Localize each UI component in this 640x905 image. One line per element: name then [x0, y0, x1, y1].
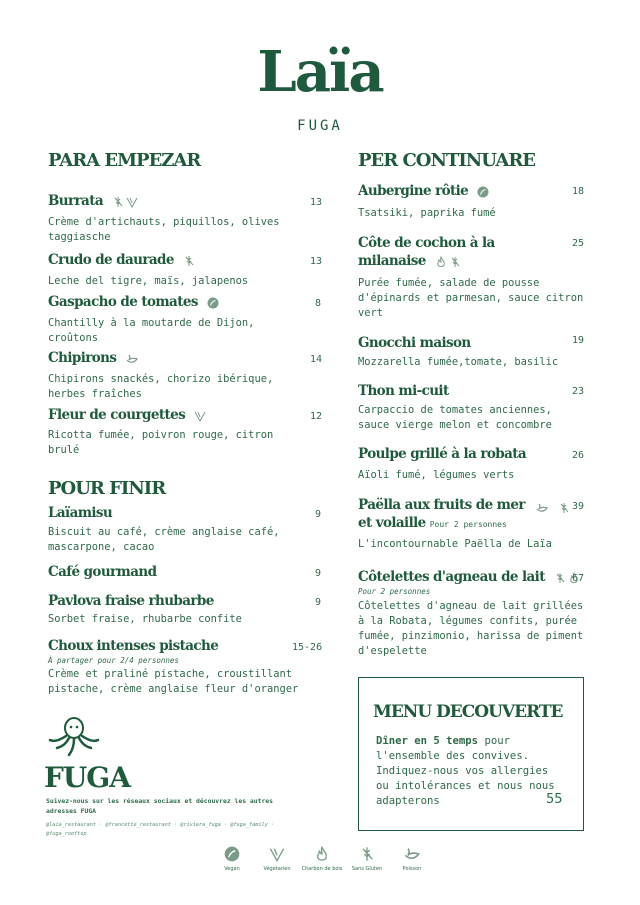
- dietary-legend: [212, 846, 432, 872]
- dish-description: Ricotta fumée, poivron rouge, citron brulé: [48, 429, 274, 456]
- legend-vegan: [212, 846, 252, 872]
- fish-icon: [126, 353, 138, 365]
- dish-price: 13: [310, 256, 323, 267]
- menu-box-price: 55: [546, 792, 563, 807]
- dish-name: Choux intenses pistache: [48, 638, 219, 654]
- dish-description: L'incontournable Paëlla de Laïa: [358, 538, 552, 550]
- dish-name: Paëlla aux fruits de mer et volaille Pour 2 personnes: [358, 497, 525, 531]
- dish-description: Mozzarella fumée,tomate, basilic: [358, 356, 559, 368]
- fish-icon: [536, 502, 548, 514]
- dish-name: Chipirons: [48, 349, 138, 367]
- dish-description: Carpaccio de tomates anciennes, sauce vierge melon et concombre: [358, 404, 552, 431]
- gluten-free-icon: [449, 256, 461, 268]
- gluten-free-icon: [554, 572, 566, 584]
- section-title-pour-finir: POUR FINIR: [48, 478, 166, 499]
- gluten-free-icon: [183, 255, 195, 267]
- menu-box-body: pour l'ensemble des convives. Indiquez-nous vos allergies ou intolérances et nous nous adapterons: [376, 735, 555, 807]
- dish-icons: [536, 499, 570, 518]
- gluten-free-icon: [112, 196, 124, 208]
- menu-box-text: [376, 734, 556, 809]
- dish-price: 13: [310, 197, 323, 208]
- dish-description: Biscuit au café, crème anglaise café, mascarpone, cacao: [48, 526, 280, 553]
- vegan-icon: [224, 846, 240, 862]
- brand-subtitle: FUGA: [297, 118, 343, 134]
- dish-description: Côtelettes d'agneau de lait grillées à la Robata, légumes confits, purée fumée, pinzimonio, harissa de piment d'espelette: [358, 600, 584, 657]
- dish-name: Côte de cochon à la milanaise: [358, 235, 495, 269]
- vegetarian-icon: [194, 410, 206, 422]
- dish-name: Aubergine rôtie: [358, 182, 489, 200]
- legend-charcoal: [302, 846, 342, 872]
- dish-price: 12: [310, 411, 323, 422]
- dish-note: Pour 2 personnes: [429, 520, 507, 529]
- dish-name: Laïamisu: [48, 505, 113, 521]
- dish-name: Café gourmand: [48, 564, 157, 580]
- dish-price: 25: [572, 238, 585, 249]
- section-title-para-empezar: PARA EMPEZAR: [48, 150, 201, 171]
- legend-label: Sans Gluten: [351, 866, 383, 872]
- vegan-icon: [477, 186, 489, 198]
- legend-label: Vegan: [224, 866, 240, 872]
- dish-name: Crudo de daurade: [48, 251, 195, 269]
- dish-price: 19: [572, 335, 585, 346]
- dish-price: 23: [572, 386, 585, 397]
- dish-name: Poulpe grillé à la robata: [358, 446, 527, 462]
- dish-description: Crème et praliné pistache, croustillant pistache, crème anglaise fleur d'oranger: [48, 668, 299, 695]
- dish-description: Leche del tigre, maïs, jalapenos: [48, 275, 249, 287]
- dish-price: 18: [572, 186, 585, 197]
- dish-description: Sorbet fraise, rhubarbe confite: [48, 613, 242, 625]
- gluten-free-icon: [558, 502, 570, 514]
- social-handles: @laia_restaurant · @francette_restaurant · @riviera_fuga · @fuga_family · @fuga_rooftop: [46, 822, 274, 837]
- dish-price: 9: [315, 568, 322, 579]
- legend-vegetarian: [257, 846, 297, 872]
- dish-name: Fleur de courgettes: [48, 406, 206, 424]
- legend-label: Végétarien: [263, 866, 291, 872]
- fish-icon: [404, 846, 420, 862]
- legend-label: Poisson: [402, 866, 422, 872]
- charcoal-fire-icon: [314, 846, 330, 862]
- dish-price: 9: [315, 597, 322, 608]
- menu-box-lead: Dîner en 5 temps: [376, 735, 479, 747]
- vegan-icon: [207, 297, 219, 309]
- menu-box-title: MENU DECOUVERTE: [373, 702, 563, 722]
- dish-note: À partager pour 2/4 personnes: [48, 656, 179, 665]
- follow-text: Suivez-nous sur les réseaux sociaux et découvrez les autres adresses FUGA: [46, 797, 274, 815]
- dish-description: Crème d'artichauts, piquillos, olives taggiasche: [48, 216, 280, 243]
- dish-name: Burrata: [48, 192, 138, 210]
- legend-gluten-free: [347, 846, 387, 872]
- fuga-brand: FUGA: [44, 761, 130, 794]
- dish-description: Chipirons snackés, chorizo ibérique, herbes fraîches: [48, 373, 274, 400]
- dish-price: 67: [572, 573, 585, 584]
- restaurant-logo: Laïa: [257, 39, 383, 105]
- dish-description: Purée fumée, salade de pousse d'épinards et parmesan, sauce citron vert: [358, 277, 584, 319]
- dish-price: 26: [572, 450, 585, 461]
- vegetarian-icon: [269, 846, 285, 862]
- octopus-logo-icon: [46, 712, 102, 762]
- dish-name: Gaspacho de tomates: [48, 293, 219, 311]
- dish-note: Pour 2 personnes: [358, 587, 431, 596]
- legend-label: Charbon de bois: [301, 866, 343, 872]
- section-title-per-continuare: PER CONTINUARE: [358, 150, 535, 171]
- charcoal-fire-icon: [435, 256, 447, 268]
- dish-description: Tsatsiki, paprika fumé: [358, 207, 496, 219]
- dish-name: Gnocchi maison: [358, 335, 471, 351]
- dish-name: Pavlova fraise rhubarbe: [48, 593, 214, 609]
- dish-price: 8: [315, 298, 322, 309]
- dish-price: 14: [310, 354, 323, 365]
- gluten-free-icon: [359, 846, 375, 862]
- dish-price: 15-26: [292, 642, 323, 653]
- dish-name: Côtelettes d'agneau de lait: [358, 568, 580, 586]
- dish-price: 39: [572, 501, 585, 512]
- dish-description: Aïoli fumé, légumes verts: [358, 469, 515, 481]
- dish-description: Chantilly à la moutarde de Dijon, croûtons: [48, 317, 255, 344]
- vegetarian-icon: [126, 196, 138, 208]
- legend-fish: [392, 846, 432, 872]
- dish-price: 9: [315, 509, 322, 520]
- dish-name: Thon mi-cuit: [358, 383, 449, 399]
